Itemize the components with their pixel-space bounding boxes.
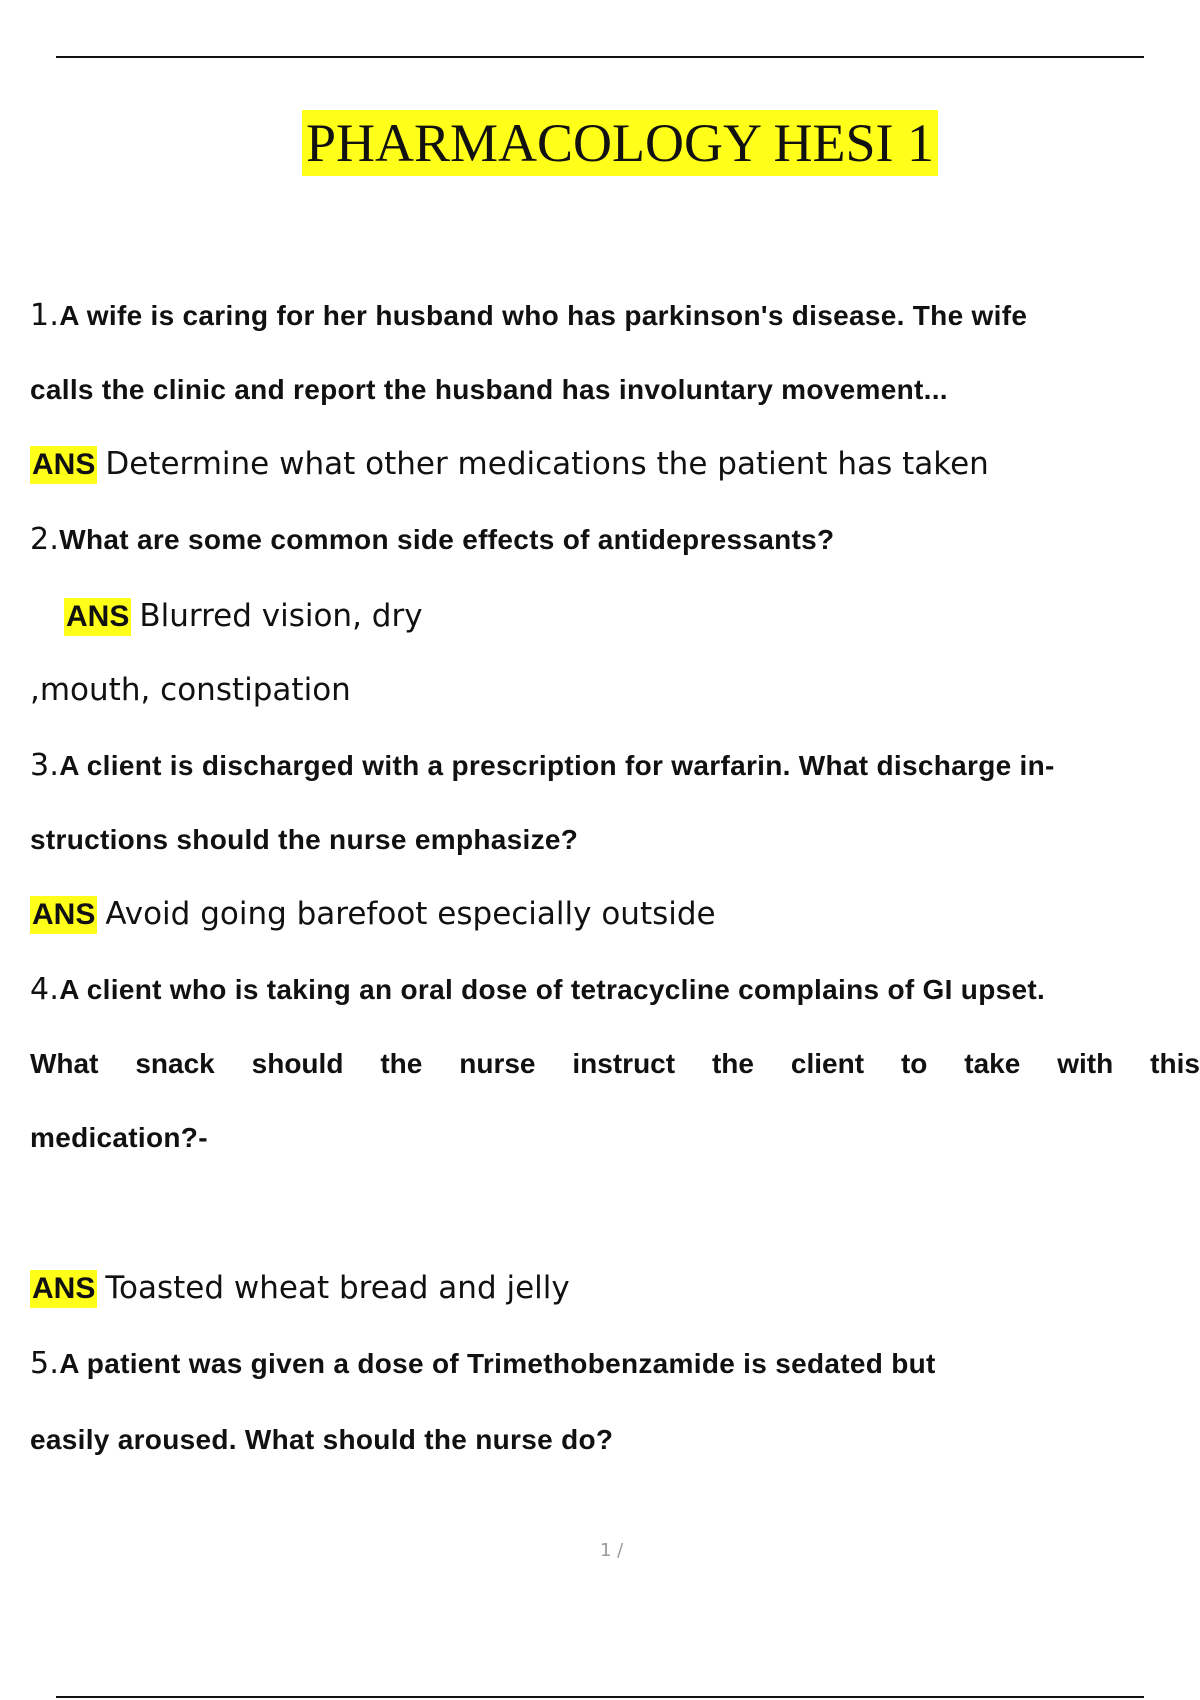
word: to — [900, 1048, 928, 1079]
answer-4 — [30, 1268, 570, 1308]
question-2-text-1: What are some common side effects of antidepressants? — [59, 524, 835, 555]
question-4-justified-line — [30, 1044, 1200, 1084]
title-container — [0, 110, 1200, 176]
question-3-text-1: A client is discharged with a prescription for warfarin. What discharge in- — [59, 750, 1055, 781]
answer-3 — [30, 894, 716, 934]
question-3-number: 3. — [30, 748, 60, 783]
answer-label: ANS — [64, 598, 131, 636]
question-4-line-1 — [30, 970, 1045, 1010]
word: should — [251, 1048, 344, 1079]
answer-2-continuation: ,mouth, constipation — [30, 672, 351, 708]
word: take — [964, 1048, 1021, 1079]
question-1-line-2: calls the clinic and report the husband has involuntary movement... — [30, 374, 948, 405]
question-5-number: 5. — [30, 1346, 60, 1381]
bottom-rule — [56, 1696, 1144, 1698]
question-4-text-1: A client who is taking an oral dose of tetracycline complains of GI upset. — [59, 974, 1046, 1005]
question-4-number: 4. — [30, 972, 60, 1007]
word: the — [380, 1048, 423, 1079]
word: instruct — [572, 1048, 676, 1079]
word: the — [711, 1048, 754, 1079]
answer-3-text: Avoid going barefoot especially outside — [105, 896, 716, 932]
answer-label: ANS — [30, 896, 97, 934]
question-5-line-2: easily aroused. What should the nurse do? — [30, 1424, 614, 1455]
answer-2 — [64, 596, 423, 636]
question-4-line-2 — [30, 1044, 1200, 1084]
question-2-number: 2. — [30, 522, 60, 557]
question-5-text-1: A patient was given a dose of Trimethobenzamide is sedated but — [59, 1348, 936, 1379]
word: nurse — [459, 1048, 536, 1079]
question-2-line-1 — [30, 520, 834, 560]
question-4-line-3: medication?- — [30, 1122, 208, 1153]
answer-1-text: Determine what other medications the patient has taken — [105, 446, 989, 482]
top-rule — [56, 56, 1144, 58]
answer-4-text: Toasted wheat bread and jelly — [105, 1270, 570, 1306]
answer-2-text: Blurred vision, dry — [139, 598, 423, 634]
word: snack — [135, 1048, 215, 1079]
page-title: PHARMACOLOGY HESI 1 — [302, 110, 938, 176]
page-number: 1 / — [600, 1540, 624, 1561]
word: client — [790, 1048, 865, 1079]
answer-1 — [30, 444, 989, 484]
question-3-line-1 — [30, 746, 1055, 786]
question-3-line-2: structions should the nurse emphasize? — [30, 824, 579, 855]
answer-label: ANS — [30, 446, 97, 484]
word: with — [1057, 1048, 1114, 1079]
word: this — [1150, 1048, 1200, 1079]
word: What — [30, 1048, 99, 1079]
question-1-line-1 — [30, 296, 1027, 336]
question-1-number: 1. — [30, 298, 60, 333]
question-1-text-1: A wife is caring for her husband who has parkinson's disease. The wife — [59, 300, 1028, 331]
answer-label: ANS — [30, 1270, 97, 1308]
question-5-line-1 — [30, 1344, 936, 1384]
